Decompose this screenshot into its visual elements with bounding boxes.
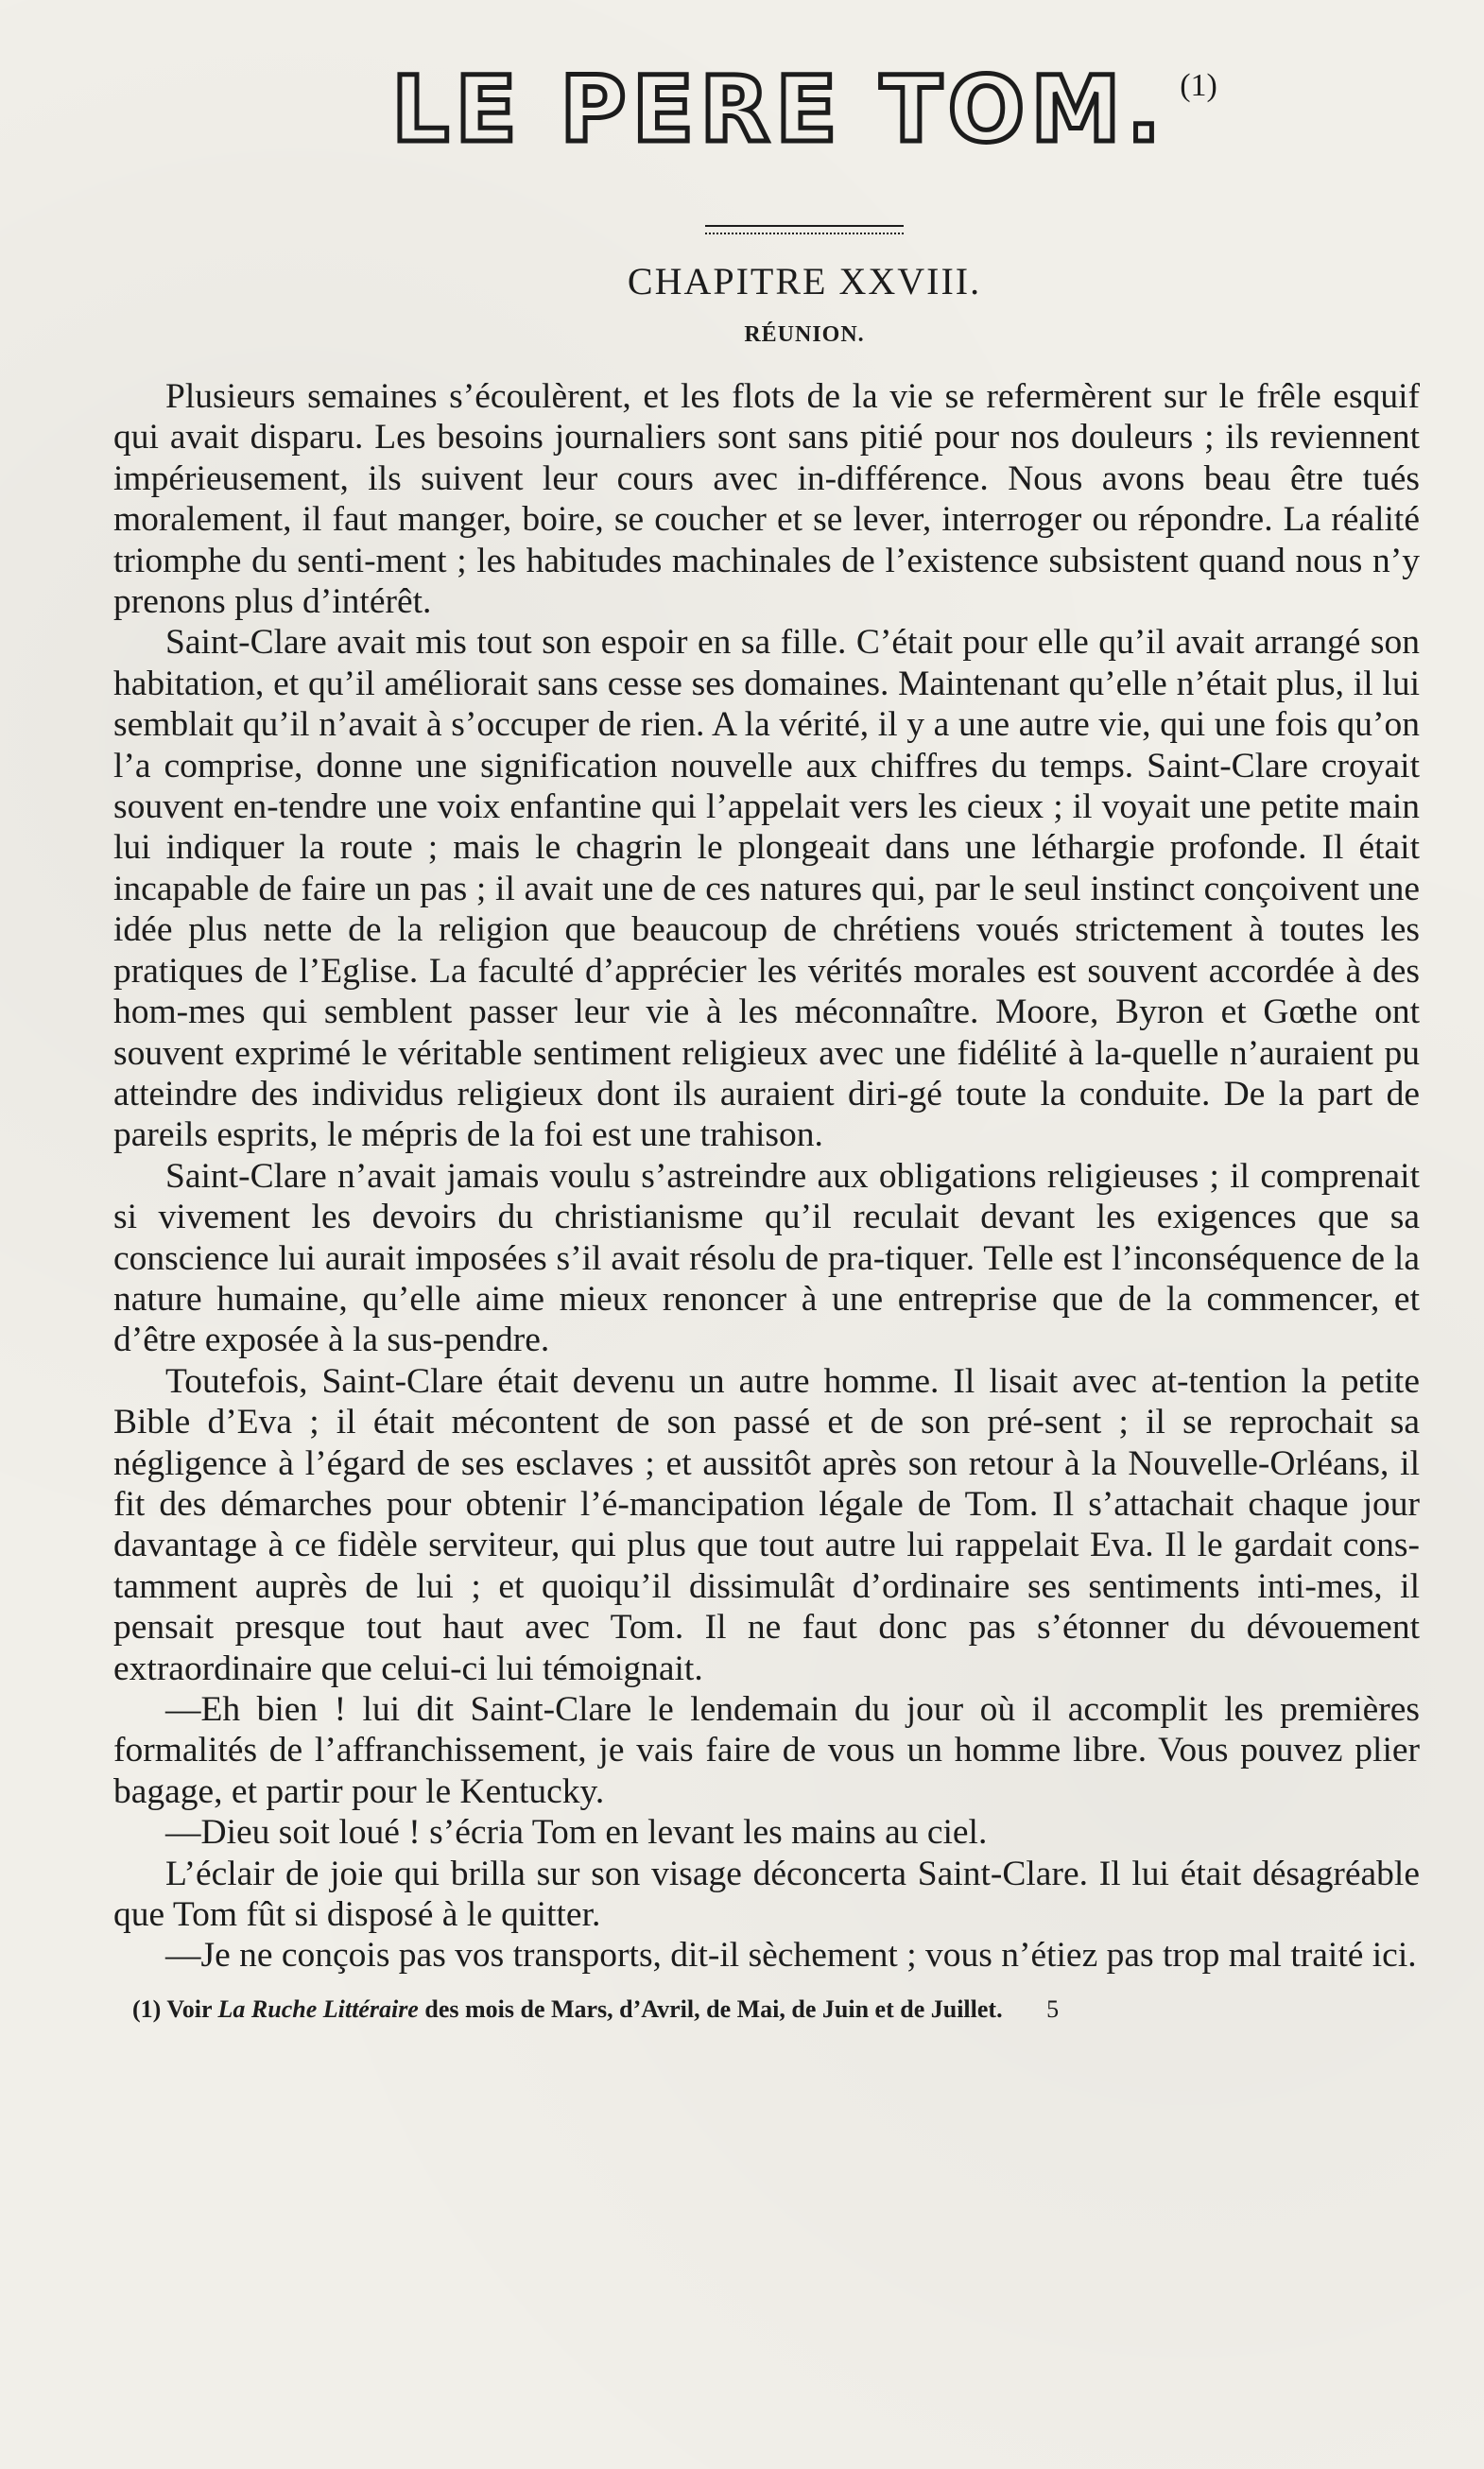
- footnote-prefix: (1) Voir: [132, 1994, 213, 2023]
- chapter-subtitle: RÉUNION.: [744, 322, 865, 347]
- title-footnote-marker: (1): [1180, 68, 1217, 103]
- chapter-heading: CHAPITRE XXVIII.: [627, 260, 982, 302]
- footnote-suffix: des mois de Mars, d’Avril, de Mai, de Juin et de Juillet.: [424, 1994, 1003, 2023]
- paragraph: Saint-Clare avait mis tout son espoir en sa fille. C’était pour elle qu’il avait arrangé son habitation, et qu’il améliorait sans cesse ses domaines. Maintenant qu’elle n’était plus, il lui semblait qu’il n’avait à s’occuper de rien. A la vérité, il y a une autre vie, qui une fois qu’on l’a comprise, donne une signification nouvelle aux chiffres du temps. Saint-Clare croyait souvent en-tendre une voix enfantine qui l’appelait vers les cieux ; il voyait une petite main lui indiquer la route ; mais le chagrin le plongeait dans une léthargie profonde. Il était incapable de faire un pas ; il avait une de ces natures qui, par le seul instinct conçoivent une idée plus nette de la religion que beaucoup de chrétiens voués strictement à toutes les pratiques de l’Eglise. La faculté d’apprécier les vérités morales est souvent accordée à des hom-mes qui semblent passer leur vie à les méconnaître. Moore, Byron et Gœthe ont souvent exprimé le véritable sentiment religieux avec une fidélité à la-quelle n’auraient pu atteindre des individus religieux dont ils auraient diri-gé toute la conduite. De la part de pareils esprits, le mépris de la foi est une trahison.: [113, 623, 1420, 1155]
- page-number: 5: [1046, 1994, 1060, 2023]
- paragraph: —Eh bien ! lui dit Saint-Clare le lendemain du jour où il accomplit les premières formalités de l’affranchissement, je vais faire de vous un homme libre. Vous pouvez plier bagage, et partir pour le Kentucky.: [113, 1690, 1420, 1811]
- body-text: [113, 376, 1420, 1977]
- page-title: LE PERE TOM.: [391, 57, 1167, 163]
- title-block: [113, 57, 1420, 176]
- paragraph: Plusieurs semaines s’écoulèrent, et les flots de la vie se refermèrent sur le frêle esquif qui avait disparu. Les besoins journaliers sont sans pitié pour nos douleurs ; ils reviennent impérieusement, ils suivent leur cours avec in-différence. Nous avons beau être tués moralement, il faut manger, boire, se coucher et se lever, interroger ou répondre. La réalité triomphe du senti-ment ; les habitudes machinales de l’existence subsistent quand nous n’y prenons plus d’intérêt.: [113, 377, 1420, 622]
- footnote: [113, 1995, 1420, 2024]
- paragraph: —Dieu soit loué ! s’écria Tom en levant les mains au ciel.: [165, 1813, 988, 1853]
- paragraph: Saint-Clare n’avait jamais voulu s’astreindre aux obligations religieuses ; il comprenait si vivement les devoirs du christianisme qu’il reculait devant les exigences que sa conscience lui aurait imposées s’il avait résolu de pra-tiquer. Telle est l’inconséquence de la nature humaine, qu’elle aime mieux renoncer à une entreprise que de la commencer, et d’être exposée à la sus-pendre.: [113, 1156, 1420, 1360]
- paragraph: Toutefois, Saint-Clare était devenu un autre homme. Il lisait avec at-tention la petite Bible d’Eva ; il était mécontent de son passé et de son pré-sent ; il se reprochait sa négligence à l’égard de ses esclaves ; et aussitôt après son retour à la Nouvelle-Orléans, il fit des démarches pour obtenir l’é-mancipation légale de Tom. Il s’attachait chaque jour davantage à ce fidèle serviteur, qui plus que tout autre lui rappelait Eva. Il le gardait cons-tamment auprès de lui ; et quoiqu’il dissimulât d’ordinaire ses sentiments inti-mes, il pensait presque tout haut avec Tom. Il ne faut donc pas s’étonner du dévouement extraordinaire que celui-ci lui témoignait.: [113, 1361, 1420, 1688]
- paragraph: L’éclair de joie qui brilla sur son visage déconcerta Saint-Clare. Il lui était désagréable que Tom fût si disposé à le quitter.: [113, 1854, 1420, 1935]
- paragraph: —Je ne conçois pas vos transports, dit-il sèchement ; vous n’étiez pas trop mal traité ici.: [165, 1936, 1417, 1976]
- footnote-source: La Ruche Littéraire: [217, 1994, 419, 2023]
- ornamental-rule: [705, 225, 904, 234]
